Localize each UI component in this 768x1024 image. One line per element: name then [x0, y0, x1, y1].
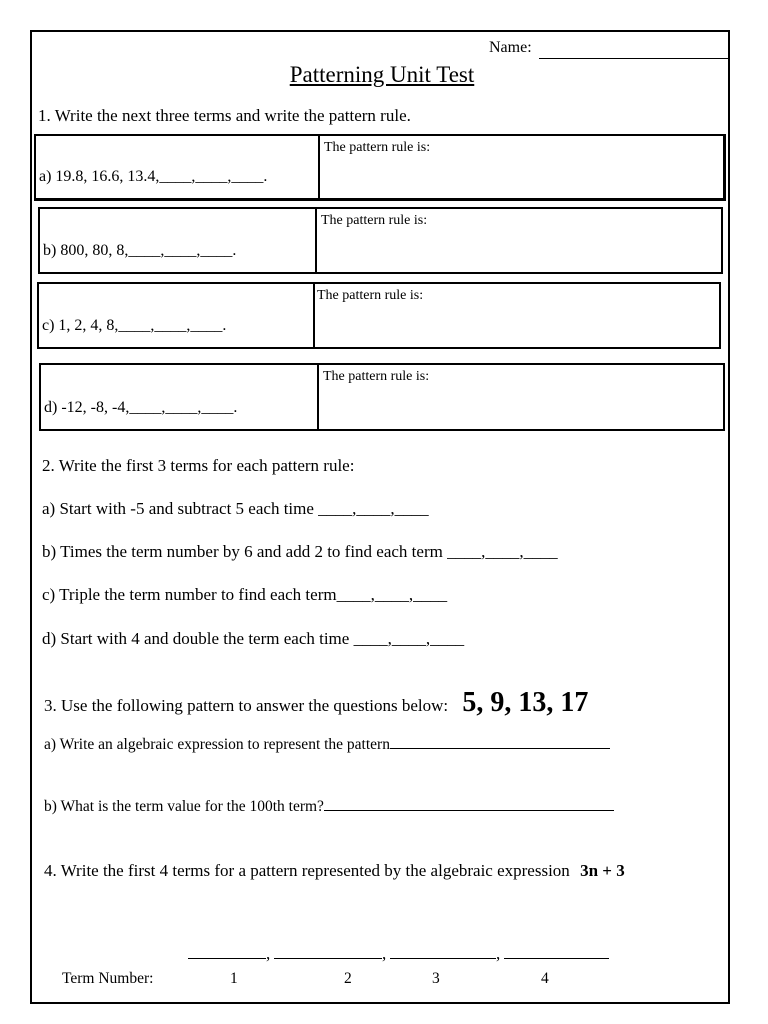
q1-item-d-rule-cell[interactable]: [319, 365, 723, 429]
name-line[interactable]: [539, 58, 729, 59]
q4-comma-1: ,: [266, 944, 271, 963]
q1-item-a-rule-cell[interactable]: [320, 136, 723, 198]
q2-item-b: b) Times the term number by 6 and add 2 to find each term ____,____,____: [42, 542, 558, 561]
q4-term-number-1: 1: [230, 970, 238, 987]
q1-item-b-box: [38, 207, 723, 274]
q1-item-c-sequence: c) 1, 2, 4, 8,____,____,____.: [42, 317, 227, 334]
q3-prompt-row: [44, 687, 588, 719]
q3-pattern: 5, 9, 13, 17: [462, 687, 589, 718]
q4-answer-line-1[interactable]: [188, 958, 266, 959]
q3-question-b: b) What is the term value for the 100th term?: [44, 798, 324, 815]
q2-item-d: d) Start with 4 and double the term each time ____,____,____: [42, 629, 465, 648]
q1-item-c-sequence-cell: [39, 284, 315, 347]
q1-item-d-sequence-cell: [41, 365, 319, 429]
q4-term-number-label: Term Number:: [62, 970, 154, 987]
q1-item-a-sequence-cell: [36, 136, 320, 198]
q4-term-number-3: 3: [432, 970, 440, 987]
q4-prompt-row: [44, 861, 625, 881]
q4-comma-2: ,: [382, 944, 387, 963]
name-label: Name:: [489, 39, 532, 56]
q1-item-c-rule-label: The pattern rule is:: [317, 288, 424, 303]
q1-item-c-rule-cell[interactable]: [315, 284, 719, 347]
q3-prompt: 3. Use the following pattern to answer the questions below:: [44, 696, 449, 715]
q2-prompt: 2. Write the first 3 terms for each pattern rule:: [42, 456, 355, 475]
q4-comma-3: ,: [496, 944, 501, 963]
q3-answer-a-line[interactable]: [390, 747, 610, 749]
q3-question-a-row: [44, 736, 610, 754]
q1-item-d-rule-label: The pattern rule is:: [323, 369, 430, 384]
q4-expression: 3n + 3: [580, 861, 625, 880]
q4-prompt: 4. Write the first 4 terms for a pattern represented by the algebraic expression: [44, 861, 570, 880]
q1-item-c-box: [37, 282, 721, 349]
q1-item-b-rule-label: The pattern rule is:: [321, 213, 428, 228]
page-title: Patterning Unit Test: [289, 62, 475, 87]
q1-item-b-rule-cell[interactable]: [317, 209, 721, 272]
q2-item-a: a) Start with -5 and subtract 5 each time ____,____,____: [42, 499, 429, 518]
worksheet-page: [30, 30, 730, 1004]
q1-item-a-rule-label: The pattern rule is:: [324, 140, 431, 155]
q3-question-b-row: [44, 798, 614, 816]
q4-term-number-2: 2: [344, 970, 352, 987]
q1-item-d-sequence: d) -12, -8, -4,____,____,____.: [44, 399, 238, 416]
q1-item-a-box: [34, 134, 726, 201]
q4-answer-line-2[interactable]: [274, 958, 382, 959]
q2-item-c: c) Triple the term number to find each term____,____,____: [42, 585, 448, 604]
q1-item-b-sequence: b) 800, 80, 8,____,____,____.: [43, 242, 237, 259]
q3-question-a: a) Write an algebraic expression to represent the pattern: [44, 736, 390, 753]
q4-term-number-4: 4: [541, 970, 549, 987]
q1-item-a-sequence: a) 19.8, 16.6, 13.4,____,____,____.: [39, 168, 268, 185]
q1-prompt: 1. Write the next three terms and write the pattern rule.: [38, 106, 411, 125]
q1-item-d-box: [39, 363, 725, 431]
q3-answer-b-line[interactable]: [324, 809, 614, 811]
q1-item-b-sequence-cell: [40, 209, 317, 272]
q4-answer-line-3[interactable]: [390, 958, 496, 959]
q4-answer-line-4[interactable]: [504, 958, 609, 959]
